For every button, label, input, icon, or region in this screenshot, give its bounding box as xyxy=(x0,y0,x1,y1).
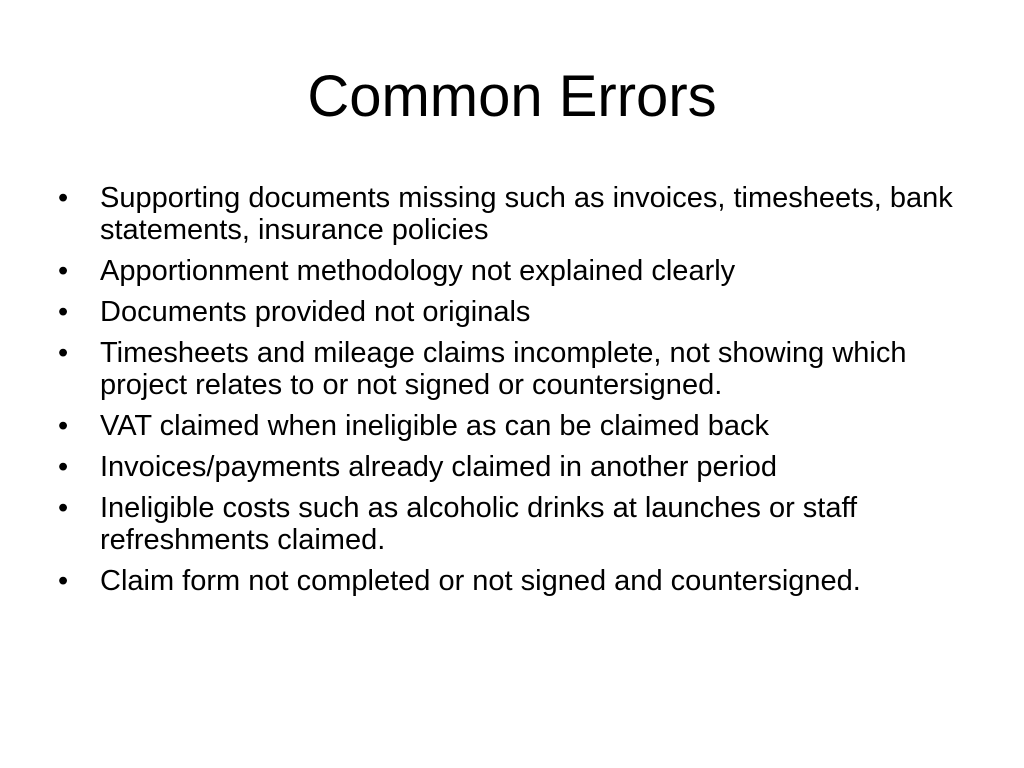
list-item xyxy=(58,296,968,328)
list-item-text: Ineligible costs such as alcoholic drinks at launches or staff refreshments claimed. xyxy=(100,492,858,556)
list-item xyxy=(58,492,968,556)
list-item xyxy=(58,255,968,287)
list-item-text: Claim form not completed or not signed and countersigned. xyxy=(100,565,861,597)
bullet-icon: • xyxy=(58,337,69,369)
list-item-text: Supporting documents missing such as invoices, timesheets, bank statements, insurance policies xyxy=(100,182,953,246)
bullet-icon: • xyxy=(58,182,69,214)
bullet-icon: • xyxy=(58,565,69,597)
list-item-text: VAT claimed when ineligible as can be claimed back xyxy=(100,410,769,442)
list-item xyxy=(58,337,968,401)
bullet-icon: • xyxy=(58,492,69,524)
bullet-icon: • xyxy=(58,451,69,483)
list-item-text: Apportionment methodology not explained clearly xyxy=(100,255,736,287)
bullet-icon: • xyxy=(58,410,69,442)
slide-title: Common Errors xyxy=(307,64,717,129)
list-item xyxy=(58,182,968,246)
list-item xyxy=(58,565,968,597)
bullet-icon: • xyxy=(58,296,69,328)
list-item xyxy=(58,451,968,483)
bullet-list xyxy=(58,182,968,606)
list-item-text: Timesheets and mileage claims incomplete, not showing which project relates to or not signed or countersigned. xyxy=(100,337,907,401)
list-item-text: Documents provided not originals xyxy=(100,296,531,328)
list-item xyxy=(58,410,968,442)
list-item-text: Invoices/payments already claimed in another period xyxy=(100,451,778,483)
bullet-icon: • xyxy=(58,255,69,287)
